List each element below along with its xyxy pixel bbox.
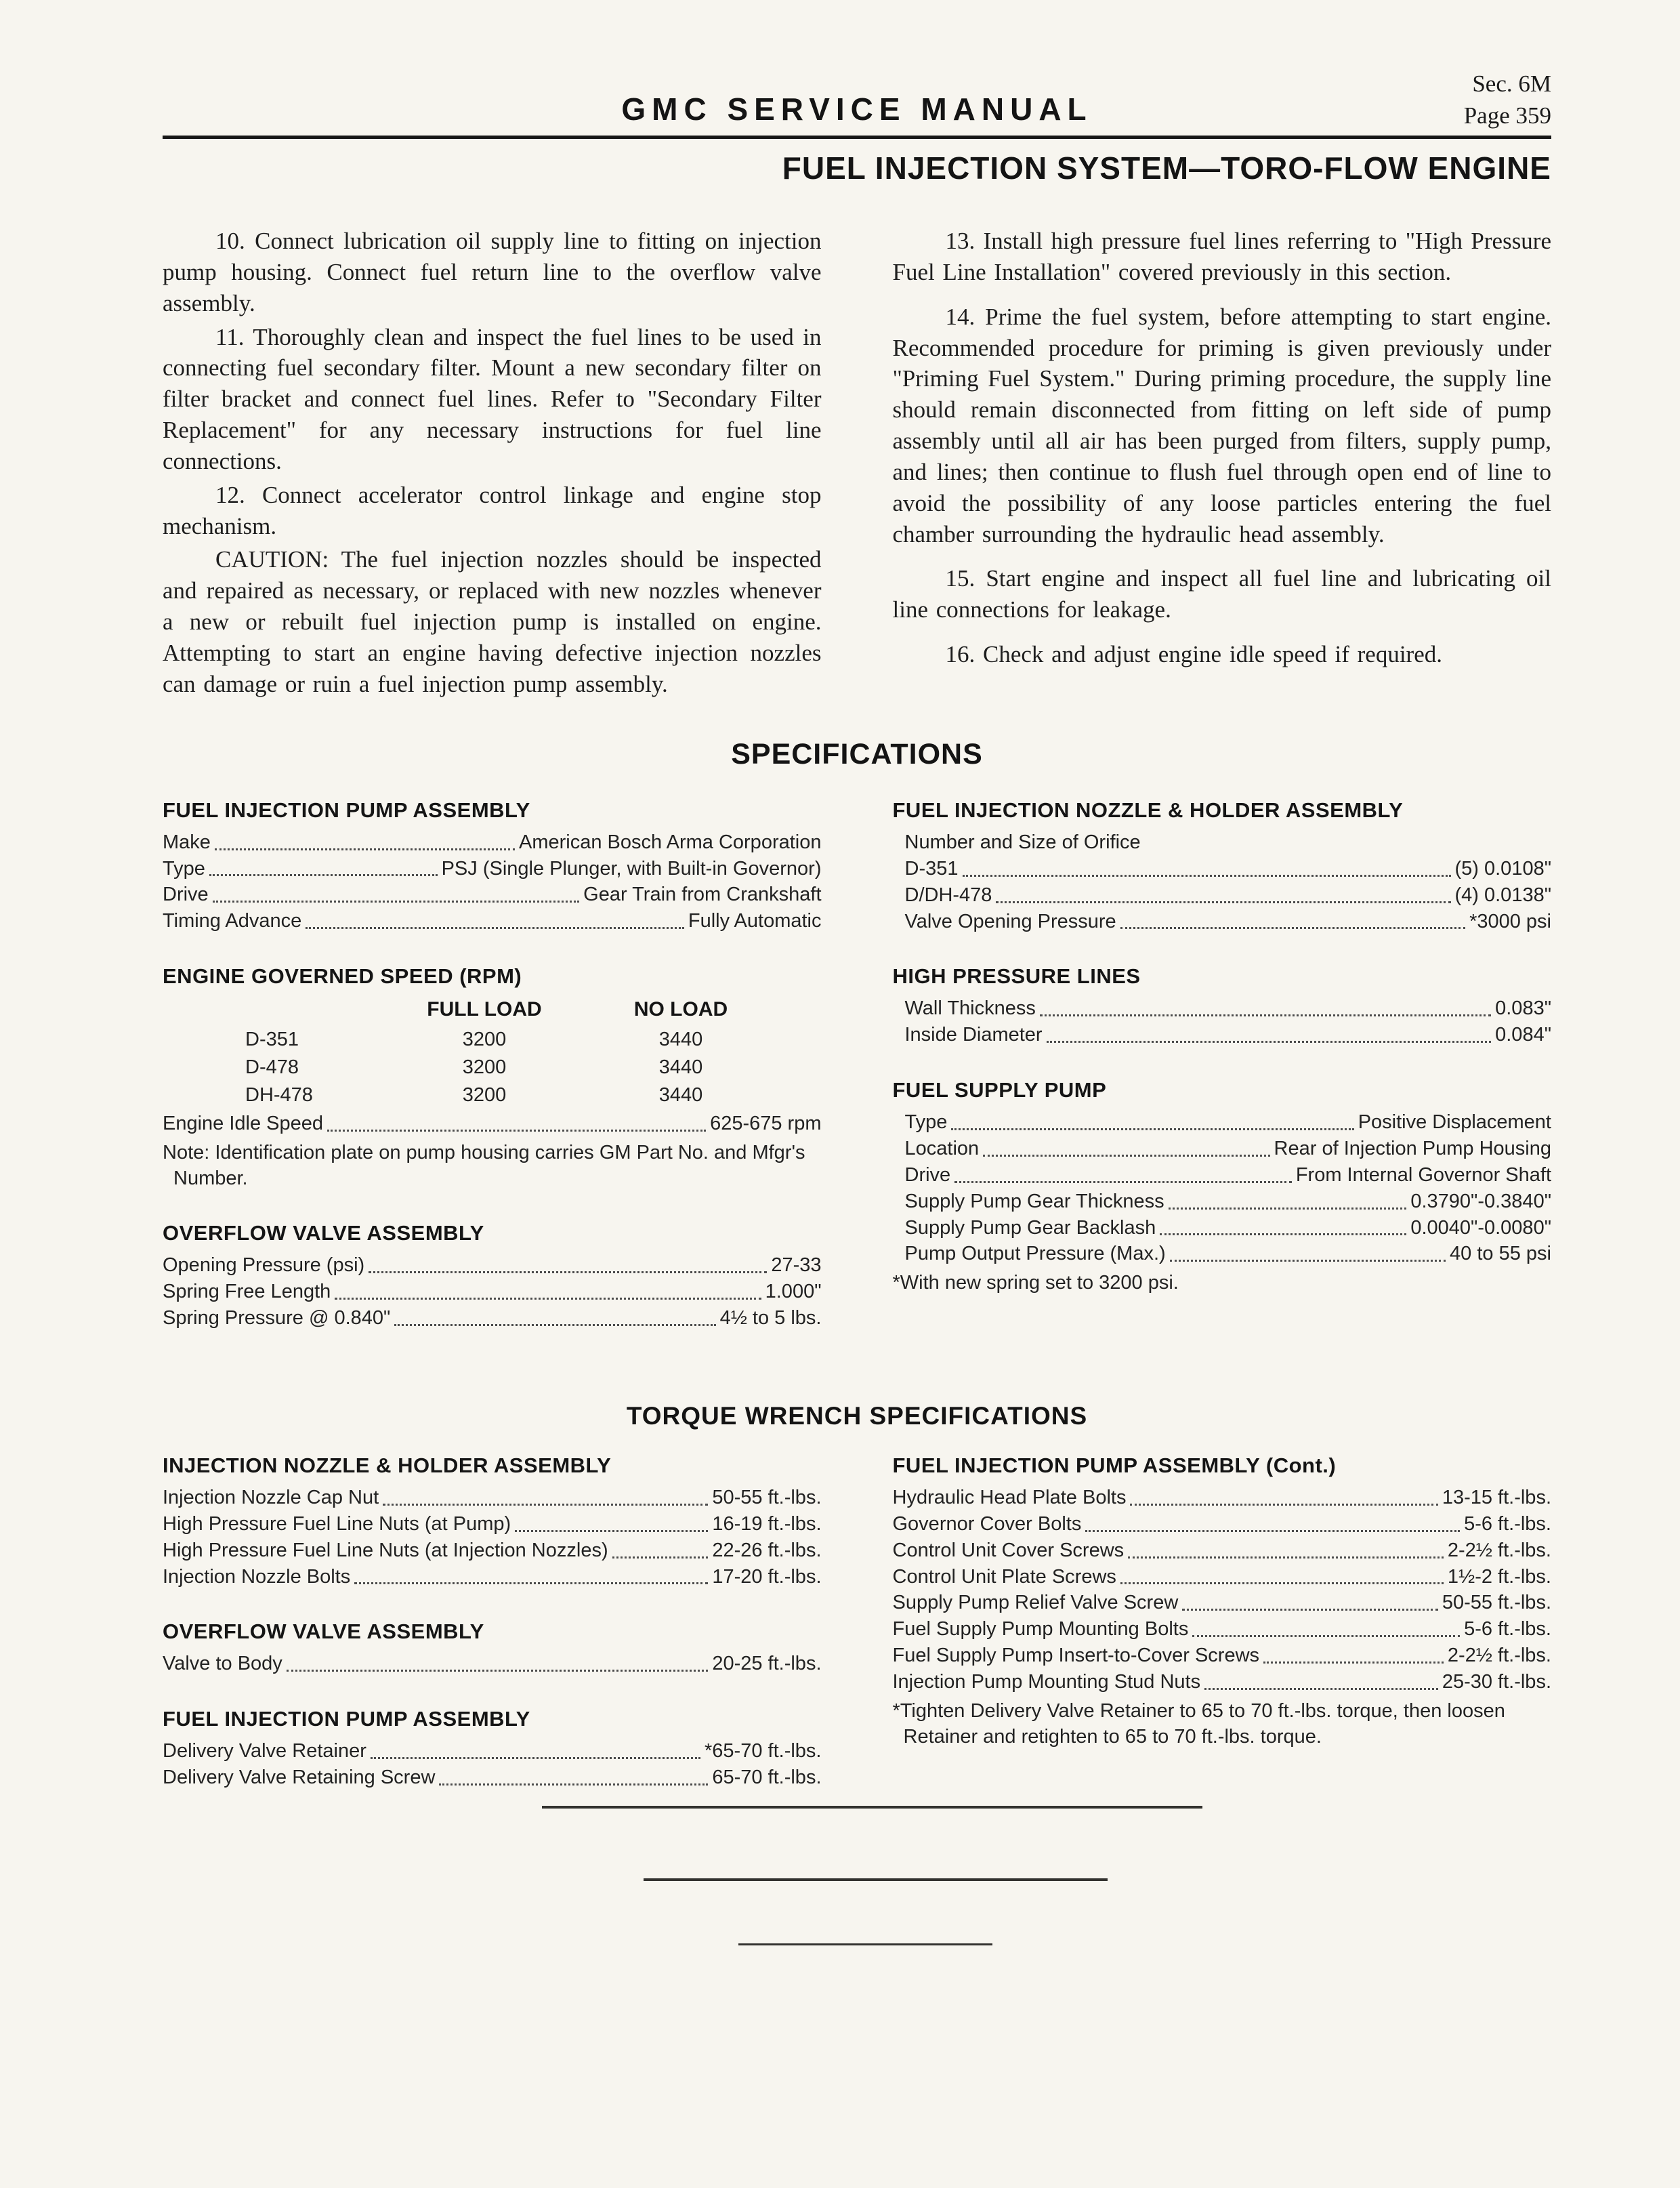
dot-leader xyxy=(1120,927,1465,929)
spec-value: 4½ to 5 lbs. xyxy=(719,1307,822,1329)
instruction-paragraph: 14. Prime the fuel system, before attempting to start engine. Recommended procedure for priming is given previously under "Priming Fuel System." During priming procedure, the supply line should remain disconnected from fitting on left side of pump assembly until all air has been purged from filters, supply pump, and lines; then continue to flush fuel through open end of line to avoid the possibility of any loose particles entering the fuel chamber surrounding the hydraulic head assembly. xyxy=(892,303,1551,548)
instruction-paragraph: CAUTION: The fuel injection nozzles should be inspected and repaired as necessary, or replaced with new nozzles whenever a new or rebuilt fuel injection pump is installed on engine. Attempting to start an engine having defective injection nozzles can damage or ruin a fuel injection pump assembly. xyxy=(163,546,822,697)
spec-row xyxy=(163,1111,822,1137)
spec-section xyxy=(893,964,1552,1048)
dot-leader xyxy=(1170,1260,1446,1262)
instruction-paragraph: 13. Install high pressure fuel lines referring to "High Pressure Fuel Line Installation" covered previously in this section. xyxy=(892,228,1551,285)
spec-row xyxy=(893,1485,1552,1511)
spec-section xyxy=(163,798,822,934)
spec-value: 22-26 ft.-lbs. xyxy=(712,1539,822,1561)
page-reference xyxy=(1464,68,1551,132)
table-row xyxy=(163,1081,822,1109)
spec-label: Pump Output Pressure (Max.) xyxy=(904,1243,1166,1265)
spec-value: 0.084" xyxy=(1495,1024,1551,1046)
spec-section-heading: ENGINE GOVERNED SPEED (RPM) xyxy=(163,964,522,989)
spec-section xyxy=(163,1221,822,1332)
spec-row xyxy=(893,1537,1552,1564)
spec-row xyxy=(163,1511,822,1537)
dot-leader xyxy=(287,1670,709,1672)
spec-label: Valve to Body xyxy=(163,1653,282,1675)
instruction-paragraph: 11. Thoroughly clean and inspect the fuel lines to be used in connecting fuel secondary filter. Mount a new secondary filter on filter bracket and connect fuel lines. Refer to "Secondary Filter Replacement" for any necessary instructions for fuel line connections. xyxy=(163,323,822,474)
spec-row xyxy=(163,908,822,934)
spec-value: Fully Automatic xyxy=(688,910,822,932)
spec-value: Rear of Injection Pump Housing xyxy=(1274,1137,1551,1159)
table-value-cell: 3200 xyxy=(462,1028,507,1050)
spec-section xyxy=(893,798,1552,935)
spec-row xyxy=(893,1643,1552,1669)
spec-value: 16-19 ft.-lbs. xyxy=(712,1512,822,1535)
torque-specifications-title: TORQUE WRENCH SPECIFICATIONS xyxy=(626,1402,1088,1430)
spec-value: (5) 0.0108" xyxy=(1454,857,1551,880)
decorative-rule-3 xyxy=(738,1943,992,1945)
spec-section xyxy=(163,1453,822,1590)
dot-leader xyxy=(327,1130,706,1132)
spec-section-heading: INJECTION NOZZLE & HOLDER ASSEMBLY xyxy=(163,1453,612,1478)
instructions xyxy=(163,226,1551,703)
spec-label: D/DH-478 xyxy=(904,884,992,906)
spec-value: 25-30 ft.-lbs. xyxy=(1442,1671,1551,1693)
spec-label: Opening Pressure (psi) xyxy=(163,1254,365,1277)
dot-leader xyxy=(1120,1582,1444,1584)
spec-section xyxy=(893,1453,1552,1750)
table-row xyxy=(163,1026,822,1054)
spec-value: Positive Displacement xyxy=(1358,1111,1551,1134)
dot-leader xyxy=(383,1504,708,1506)
spec-note: Note: Identification plate on pump housing carries GM Part No. and Mfgr's Number. xyxy=(163,1142,805,1189)
spec-row xyxy=(163,882,822,908)
spec-label: D-351 xyxy=(904,857,959,880)
spec-section xyxy=(893,1078,1552,1296)
dot-leader xyxy=(354,1582,708,1584)
spec-label: Injection Nozzle Cap Nut xyxy=(163,1487,379,1509)
spec-value: 50-55 ft.-lbs. xyxy=(712,1487,822,1509)
spec-row xyxy=(163,1252,822,1279)
spec-row xyxy=(163,829,822,856)
table-header-spacer xyxy=(163,995,386,1025)
spec-row xyxy=(893,1022,1552,1048)
dot-leader xyxy=(1085,1530,1460,1532)
spec-value: 1.000" xyxy=(765,1281,822,1303)
dot-leader xyxy=(612,1556,709,1559)
instruction-paragraph: 15. Start engine and inspect all fuel line and lubricating oil line connections for leakage. xyxy=(892,565,1551,623)
spec-row xyxy=(163,1537,822,1564)
dot-leader xyxy=(371,1757,700,1759)
spec-row xyxy=(893,1590,1552,1616)
spec-row xyxy=(893,1564,1552,1590)
spec-row xyxy=(163,1305,822,1332)
spec-section-heading: OVERFLOW VALVE ASSEMBLY xyxy=(163,1221,484,1245)
spec-label: Spring Pressure @ 0.840" xyxy=(163,1307,391,1329)
spec-row xyxy=(163,1564,822,1590)
torque-column-left xyxy=(163,1453,822,1821)
spec-row xyxy=(893,909,1552,935)
spec-label: Spring Free Length xyxy=(163,1281,331,1303)
instructions-column-left xyxy=(163,226,822,703)
table-model-cell: DH-478 xyxy=(245,1084,313,1107)
spec-section xyxy=(163,1707,822,1791)
spec-label: Hydraulic Head Plate Bolts xyxy=(892,1487,1127,1509)
table-value-cell: 3440 xyxy=(658,1028,703,1050)
spec-value: 5-6 ft.-lbs. xyxy=(1464,1512,1551,1535)
spec-section-heading: FUEL INJECTION NOZZLE & HOLDER ASSEMBLY xyxy=(892,798,1404,822)
spec-value: Gear Train from Crankshaft xyxy=(583,884,822,906)
spec-row xyxy=(163,1764,822,1791)
spec-row xyxy=(893,1162,1552,1189)
spec-label: Control Unit Plate Screws xyxy=(892,1565,1116,1588)
governed-speed-table xyxy=(163,995,822,1109)
spec-label: Type xyxy=(904,1111,948,1134)
table-model-cell: D-478 xyxy=(245,1056,299,1078)
spec-value: 65-70 ft.-lbs. xyxy=(712,1767,822,1789)
decorative-rule-2 xyxy=(644,1878,1108,1881)
table-row xyxy=(163,1054,822,1081)
dot-leader xyxy=(996,901,1450,903)
dot-leader xyxy=(1047,1041,1492,1043)
specifications-column-left xyxy=(163,798,822,1361)
spec-label: Valve Opening Pressure xyxy=(904,910,1116,932)
torque-specifications xyxy=(163,1453,1551,1821)
spec-label: Fuel Supply Pump Insert-to-Cover Screws xyxy=(892,1645,1260,1667)
spec-row xyxy=(893,1215,1552,1241)
dot-leader xyxy=(306,927,684,929)
dot-leader xyxy=(954,1181,1292,1183)
instruction-paragraph: 16. Check and adjust engine idle speed if required. xyxy=(945,641,1443,668)
manual-title: GMC SERVICE MANUAL xyxy=(621,91,1093,127)
page-content xyxy=(163,0,1551,1821)
dot-leader xyxy=(215,848,515,850)
table-value-cell: 3440 xyxy=(658,1084,703,1107)
spec-value: 2-2½ ft.-lbs. xyxy=(1447,1539,1551,1561)
dot-leader xyxy=(1182,1609,1438,1611)
spec-label: Supply Pump Gear Backlash xyxy=(904,1216,1156,1239)
table-value-cell: 3200 xyxy=(462,1084,507,1107)
spec-label: Engine Idle Speed xyxy=(163,1113,324,1135)
spec-value: 13-15 ft.-lbs. xyxy=(1442,1487,1551,1509)
dot-leader xyxy=(515,1530,708,1532)
spec-label: Inside Diameter xyxy=(904,1024,1043,1046)
dot-leader xyxy=(1128,1556,1444,1559)
table-value-cell: 3440 xyxy=(658,1056,703,1078)
spec-note: *With new spring set to 3200 psi. xyxy=(892,1272,1179,1294)
spec-row xyxy=(893,1669,1552,1695)
spec-value: 40 to 55 psi xyxy=(1450,1243,1551,1265)
spec-value: 5-6 ft.-lbs. xyxy=(1464,1618,1551,1640)
torque-column-right xyxy=(893,1453,1552,1821)
spec-row xyxy=(893,1616,1552,1643)
table-column-header: FULL LOAD xyxy=(427,998,542,1021)
spec-subheading: Number and Size of Orifice xyxy=(904,831,1141,853)
spec-row xyxy=(893,882,1552,909)
spec-value: 0.0040"-0.0080" xyxy=(1410,1216,1551,1239)
header-rule xyxy=(163,136,1551,139)
chapter-title: FUEL INJECTION SYSTEM—TORO-FLOW ENGINE xyxy=(782,150,1551,186)
spec-label: Wall Thickness xyxy=(904,997,1036,1020)
dot-leader xyxy=(1192,1635,1460,1637)
spec-label: Delivery Valve Retainer xyxy=(163,1740,366,1762)
spec-row xyxy=(893,1109,1552,1136)
spec-value: 1½-2 ft.-lbs. xyxy=(1447,1565,1551,1588)
spec-row xyxy=(163,856,822,882)
spec-section-heading: OVERFLOW VALVE ASSEMBLY xyxy=(163,1619,484,1644)
spec-value: 17-20 ft.-lbs. xyxy=(712,1565,822,1588)
dot-leader xyxy=(1169,1207,1407,1210)
spec-value: From Internal Governor Shaft xyxy=(1295,1163,1551,1186)
spec-value: 625-675 rpm xyxy=(710,1113,822,1135)
spec-row xyxy=(163,1485,822,1511)
spec-label: High Pressure Fuel Line Nuts (at Injection Nozzles) xyxy=(163,1539,608,1561)
spec-value: 0.3790"-0.3840" xyxy=(1410,1190,1551,1212)
table-header-row xyxy=(163,995,822,1025)
spec-value: 20-25 ft.-lbs. xyxy=(712,1653,822,1675)
spec-note: *Tighten Delivery Valve Retainer to 65 to 70 ft.-lbs. torque, then loosen Retainer and retighten to 65 to 70 ft.-lbs. torque. xyxy=(892,1699,1505,1748)
dot-leader xyxy=(209,874,438,876)
dot-leader xyxy=(1160,1233,1406,1235)
spec-section-heading: FUEL INJECTION PUMP ASSEMBLY (Cont.) xyxy=(892,1453,1337,1478)
dot-leader xyxy=(951,1128,1353,1130)
spec-row xyxy=(893,1136,1552,1162)
spec-value: 2-2½ ft.-lbs. xyxy=(1447,1645,1551,1667)
table-value-cell: 3200 xyxy=(462,1056,507,1078)
spec-section-heading: HIGH PRESSURE LINES xyxy=(892,964,1141,989)
section-ref: Sec. 6M xyxy=(1472,70,1551,97)
spec-label: Location xyxy=(904,1137,980,1159)
specifications xyxy=(163,798,1551,1361)
spec-section-heading: FUEL SUPPLY PUMP xyxy=(892,1078,1107,1102)
spec-row xyxy=(163,1651,822,1677)
spec-label: Timing Advance xyxy=(163,910,302,932)
spec-label: Control Unit Cover Screws xyxy=(892,1539,1125,1561)
spec-section xyxy=(163,1619,822,1677)
spec-label: Injection Nozzle Bolts xyxy=(163,1565,351,1588)
dot-leader xyxy=(1204,1688,1438,1690)
dot-leader xyxy=(369,1271,767,1273)
specifications-column-right xyxy=(893,798,1552,1361)
spec-value: 50-55 ft.-lbs. xyxy=(1442,1592,1551,1614)
spec-label: Supply Pump Gear Thickness xyxy=(904,1190,1164,1212)
spec-value: *65-70 ft.-lbs. xyxy=(705,1740,822,1762)
dot-leader xyxy=(963,875,1451,877)
spec-label: Make xyxy=(163,831,211,853)
spec-label: Governor Cover Bolts xyxy=(892,1512,1082,1535)
spec-label: Type xyxy=(163,857,205,880)
spec-row xyxy=(893,1511,1552,1537)
dot-leader xyxy=(439,1783,708,1786)
spec-row xyxy=(893,1241,1552,1267)
spec-section-heading: FUEL INJECTION PUMP ASSEMBLY xyxy=(163,1707,530,1731)
spec-value: 0.083" xyxy=(1495,997,1551,1020)
spec-label: Injection Pump Mounting Stud Nuts xyxy=(892,1671,1201,1693)
dot-leader xyxy=(335,1298,761,1300)
table-column-header: NO LOAD xyxy=(633,998,728,1021)
spec-row xyxy=(893,995,1552,1022)
instruction-paragraph: 10. Connect lubrication oil supply line to fitting on injection pump housing. Connect fuel return line to the overflow valve assembly. xyxy=(163,228,822,316)
spec-value: American Bosch Arma Corporation xyxy=(519,831,822,853)
dot-leader xyxy=(1040,1014,1491,1016)
specifications-title: SPECIFICATIONS xyxy=(731,737,983,770)
spec-row xyxy=(163,1279,822,1305)
spec-row xyxy=(893,856,1552,882)
spec-value: 27-33 xyxy=(771,1254,822,1277)
table-model-cell: D-351 xyxy=(245,1028,299,1050)
dot-leader xyxy=(394,1324,715,1326)
dot-leader xyxy=(983,1155,1269,1157)
dot-leader xyxy=(213,901,579,903)
spec-label: Supply Pump Relief Valve Screw xyxy=(892,1592,1179,1614)
spec-row xyxy=(893,1189,1552,1215)
spec-label: Drive xyxy=(904,1163,951,1186)
spec-label: Fuel Supply Pump Mounting Bolts xyxy=(892,1618,1189,1640)
spec-value: PSJ (Single Plunger, with Built-in Governor) xyxy=(441,857,822,880)
spec-label: Drive xyxy=(163,884,209,906)
page-header xyxy=(163,0,1551,136)
spec-label: Delivery Valve Retaining Screw xyxy=(163,1767,436,1789)
spec-label: High Pressure Fuel Line Nuts (at Pump) xyxy=(163,1512,511,1535)
decorative-rule-1 xyxy=(542,1806,1202,1809)
page-ref: Page 359 xyxy=(1463,102,1551,129)
dot-leader xyxy=(1263,1661,1444,1664)
dot-leader xyxy=(1130,1504,1437,1506)
instructions-column-right xyxy=(893,226,1552,703)
spec-row xyxy=(163,1738,822,1764)
spec-value: (4) 0.0138" xyxy=(1454,884,1551,906)
instruction-paragraph: 12. Connect accelerator control linkage and engine stop mechanism. xyxy=(163,481,822,539)
spec-section-heading: FUEL INJECTION PUMP ASSEMBLY xyxy=(163,798,530,822)
spec-section xyxy=(163,964,822,1191)
spec-value: *3000 psi xyxy=(1469,910,1551,932)
